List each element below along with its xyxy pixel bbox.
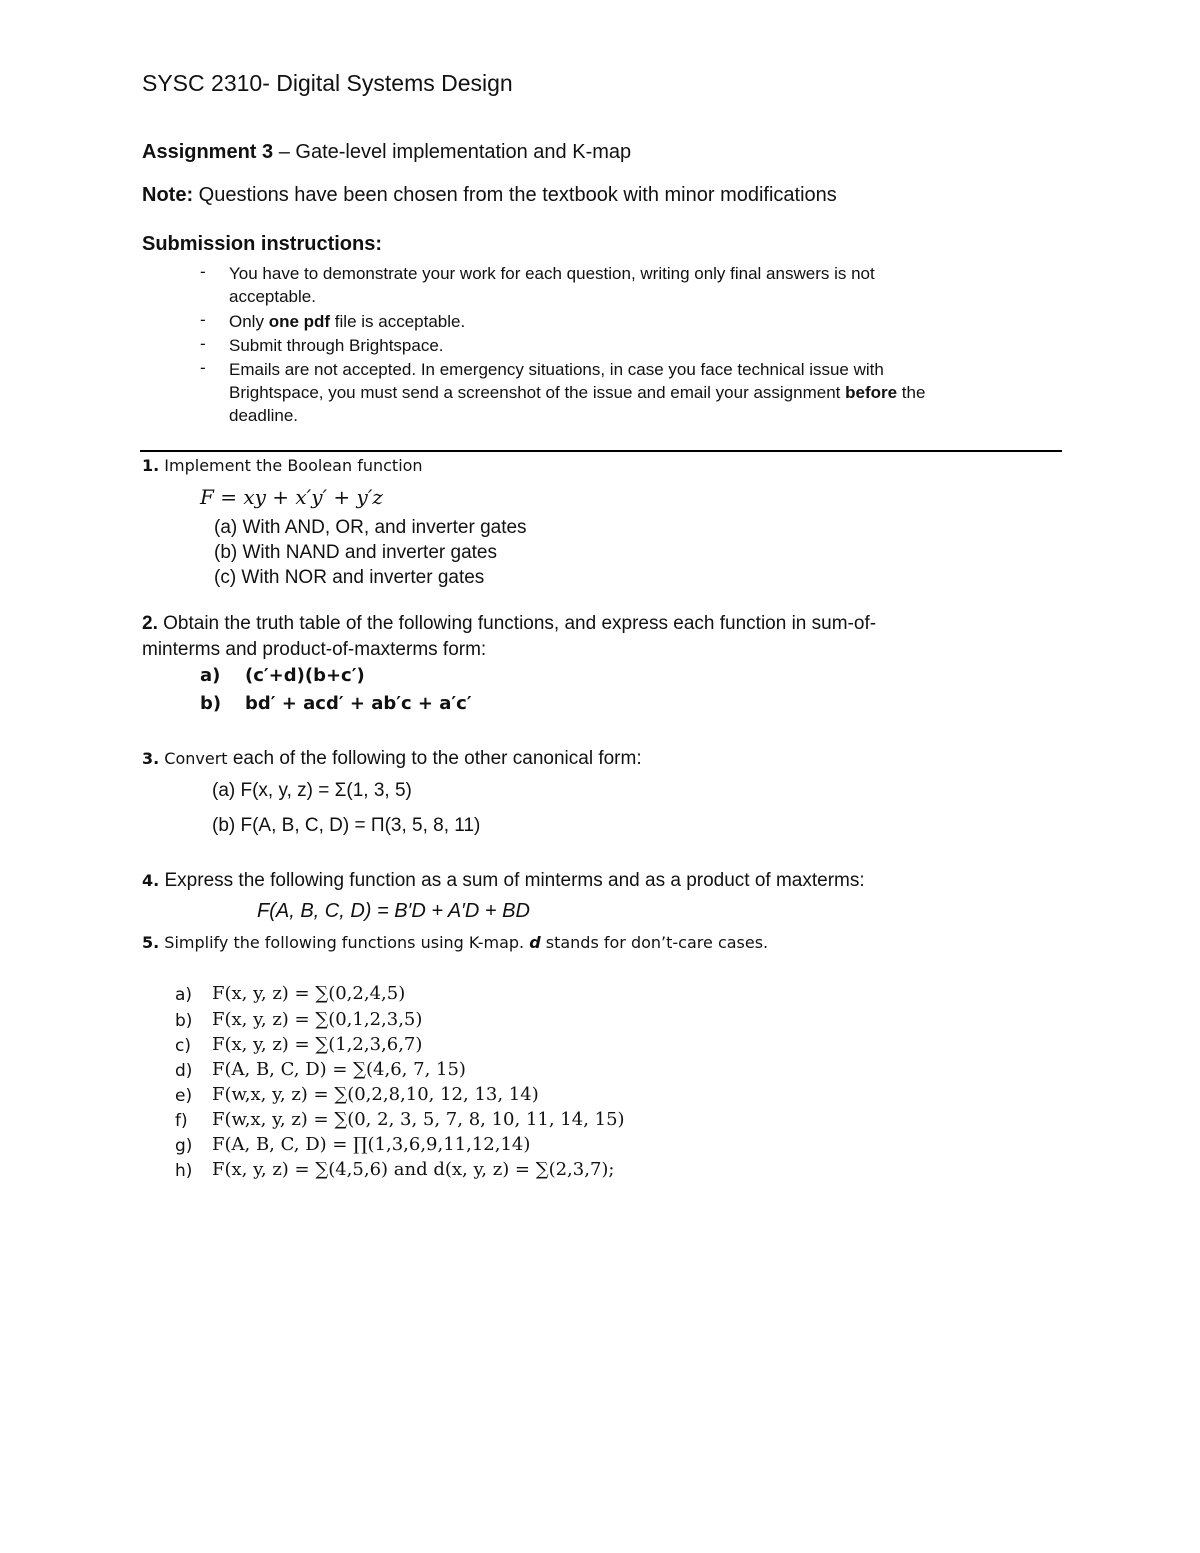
submission-heading: Submission instructions: [142, 233, 383, 255]
q5-item-expr: F(A, B, C, D) = ∑(4,6, 7, 15) [212, 1059, 466, 1080]
q5-prompt [142, 933, 768, 952]
assignment-title [142, 141, 631, 164]
q5-item-expr: F(x, y, z) = ∑(0,2,4,5) [212, 983, 406, 1004]
q2-part-a-label: a) [200, 665, 221, 686]
bullet-work-line2: acceptable. [229, 287, 316, 306]
q3-prompt [142, 748, 642, 770]
q5-d: d [529, 933, 541, 952]
q5-text-post: stands for don’t-care cases. [540, 933, 769, 952]
q4-equation: F(A, B, C, D) = B′D + A′D + BD [257, 900, 530, 922]
q1-equation: F = xy + x′y′ + y′z [200, 485, 383, 509]
q4-number: 4. [142, 871, 160, 890]
q5-item-label: f) [175, 1111, 188, 1131]
q3-text: each of the following to the other canonical form: [227, 748, 642, 769]
q2-part-b-label: b) [200, 693, 222, 714]
bullet-emails-before: before [845, 383, 898, 402]
q2-part-b-expr: bd′ + acd′ + ab′c + a′c′ [245, 693, 472, 714]
note-label: Note: [142, 184, 194, 206]
q2-number: 2. [142, 613, 158, 634]
q5-item-label: a) [175, 985, 193, 1005]
q5-item-label: h) [175, 1161, 193, 1181]
q2-text-line1: Obtain the truth table of the following functions, and express each function in sum-of- [157, 613, 877, 634]
q5-item-label: g) [175, 1136, 193, 1156]
bullet-emails [229, 358, 925, 427]
q5-item-label: b) [175, 1011, 193, 1031]
q1-part-a: (a) With AND, OR, and inverter gates [214, 517, 527, 538]
assignment-dash: – [273, 141, 296, 163]
bullet-emails-line1: Emails are not accepted. In emergency situations, in case you face technical issue with [229, 360, 884, 379]
q5-text-pre: Simplify the following functions using K-map. [159, 933, 530, 952]
q5-item-expr: F(w,x, y, z) = ∑(0, 2, 3, 5, 7, 8, 10, 11, 14, 15) [212, 1109, 625, 1130]
bullet-emails-line2 [229, 381, 925, 404]
q1-part-b: (b) With NAND and inverter gates [214, 542, 497, 563]
q2-prompt [142, 611, 876, 663]
q1-part-c: (c) With NOR and inverter gates [214, 567, 485, 588]
bullet-pdf-post: file is acceptable. [330, 312, 466, 331]
assignment-topic: Gate-level implementation and K-map [295, 141, 632, 163]
q3-convert: Convert [159, 749, 228, 768]
q1-number: 1. [142, 456, 160, 475]
q5-item-label: e) [175, 1086, 193, 1106]
q4-prompt [142, 870, 865, 892]
bullet-dash: - [200, 334, 206, 353]
q3-number: 3. [142, 749, 160, 768]
bullet-dash: - [200, 262, 206, 281]
bullet-pdf-pre: Only [229, 312, 269, 331]
bullet-dash: - [200, 358, 206, 377]
assignment-label: Assignment 3 [142, 141, 274, 163]
bullet-dash: - [200, 310, 206, 329]
q5-item-expr: F(x, y, z) = ∑(1,2,3,6,7) [212, 1034, 423, 1055]
note-text: Questions have been chosen from the textbook with minor modifications [193, 184, 837, 206]
q1-prompt [142, 456, 423, 475]
q1-text: Implement the Boolean function [159, 456, 423, 475]
q5-item-expr: F(x, y, z) = ∑(0,1,2,3,5) [212, 1009, 423, 1030]
bullet-emails-line2-pre: Brightspace, you must send a screenshot of the issue and email your assignment [229, 383, 846, 402]
course-title: SYSC 2310- Digital Systems Design [142, 70, 513, 96]
bullet-emails-line3: deadline. [229, 406, 299, 425]
q3-part-a: (a) F(x, y, z) = Σ(1, 3, 5) [212, 780, 412, 801]
q2-text-line2: minterms and product-of-maxterms form: [142, 639, 487, 660]
bullet-pdf [229, 310, 465, 333]
q5-item-label: d) [175, 1061, 193, 1081]
bullet-work [229, 262, 875, 308]
bullet-work-line1: You have to demonstrate your work for each question, writing only final answers is not [229, 264, 875, 283]
q5-item-expr: F(w,x, y, z) = ∑(0,2,8,10, 12, 13, 14) [212, 1084, 539, 1105]
q2-line1 [142, 611, 876, 637]
q5-number: 5. [142, 933, 160, 952]
section-divider [140, 450, 1062, 452]
q3-part-b: (b) F(A, B, C, D) = Π(3, 5, 8, 11) [212, 815, 481, 836]
bullet-brightspace: Submit through Brightspace. [229, 336, 444, 355]
q5-item-label: c) [175, 1036, 191, 1056]
bullet-pdf-bold: one pdf [268, 312, 331, 331]
q2-part-a-expr: (c′+d)(b+c′) [245, 665, 365, 686]
q4-text: Express the following function as a sum of minterms and as a product of maxterms: [159, 870, 865, 891]
q5-item-expr: F(x, y, z) = ∑(4,5,6) and d(x, y, z) = ∑(2,3,7); [212, 1159, 615, 1180]
note-line [142, 184, 837, 207]
q5-item-expr: F(A, B, C, D) = ∏(1,3,6,9,11,12,14) [212, 1134, 531, 1155]
bullet-emails-line2-post: the [897, 383, 926, 402]
